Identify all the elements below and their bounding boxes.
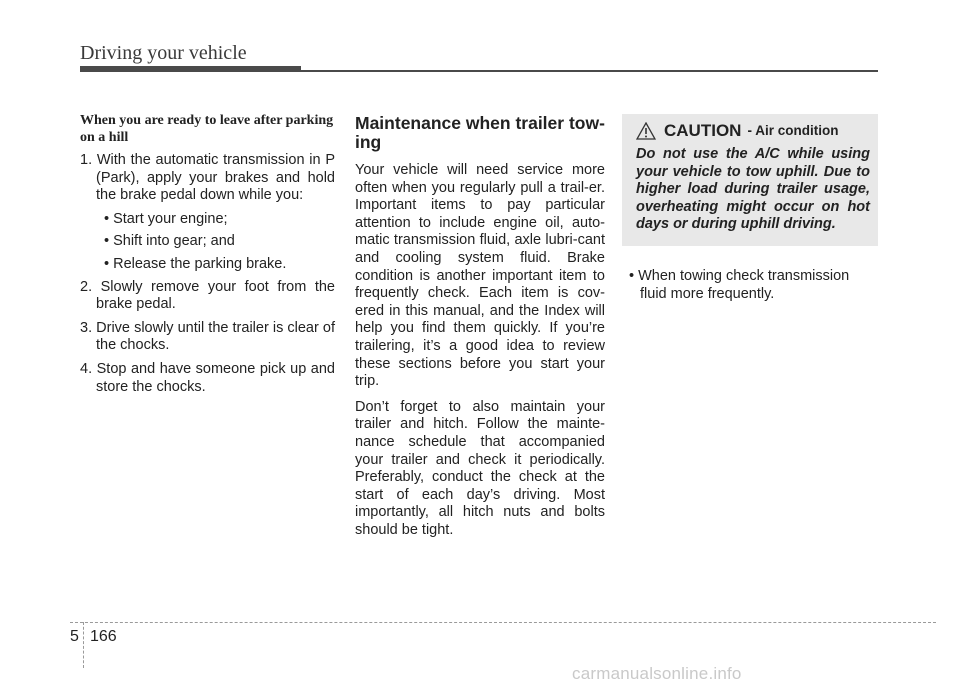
caution-body: Do not use the A/C while using your vehicle to tow uphill. Due to higher load during trailer usage, overheating might occur on hot days or during uphill driving.	[636, 146, 870, 233]
bullet-release-brake: • Release the parking brake.	[104, 255, 287, 272]
column-1	[80, 108, 335, 402]
caution-title: CAUTION	[664, 121, 742, 141]
step-4: 4. Stop and have someone pick up and store the chocks.	[80, 360, 335, 395]
transmission-fluid-bullet: • When towing check transmission fluid more frequently.	[629, 267, 850, 302]
step-2: 2. Slowly remove your foot from the brake pedal.	[80, 278, 335, 313]
warning-triangle-icon	[636, 122, 656, 140]
bullet-shift-gear: • Shift into gear; and	[104, 233, 235, 250]
caution-header	[636, 122, 870, 140]
column-2	[355, 108, 605, 547]
maintenance-section-title: Maintenance when trailer tow-ing	[355, 113, 605, 152]
step-1: 1. With the automatic transmission in P (Park), apply your brakes and hold the brake pedal down while you:	[80, 152, 335, 204]
footer-divider	[83, 622, 84, 668]
maintenance-paragraph-1: Your vehicle will need service more often when you regularly pull a trail-er. Important items to pay particular attention to include engine oil, auto-matic transmission fluid, axle lubri-cant and cooling system fluid. Brake condition is another important item to frequently check. Each item is cov-ered in this manual, and the Index will help you find them quickly. If you’re trailering, it’s a good idea to review these sections before you start your trip.	[355, 162, 605, 390]
footer-rule	[70, 622, 936, 623]
maintenance-paragraph-2: Don’t forget to also maintain your trailer and hitch. Follow the mainte-nance schedule that accompanied your trailer and check it periodically. Preferably, conduct the check at the start of each day’s driving. Most importantly, all hitch nuts and bolts should be tight.	[355, 398, 605, 538]
caution-subtitle: - Air condition	[747, 123, 839, 139]
hill-leave-subheading: When you are ready to leave after parking on a hill	[80, 113, 334, 145]
bullet-start-engine: • Start your engine;	[104, 210, 228, 227]
chapter-number: 5	[70, 628, 79, 645]
watermark: carmanualsonline.info	[572, 664, 742, 683]
page-header-title: Driving your vehicle	[80, 42, 247, 64]
step-3: 3. Drive slowly until the trailer is clear of the chocks.	[80, 319, 335, 354]
header-rule	[301, 70, 878, 72]
header-bar	[80, 66, 301, 72]
caution-box	[622, 114, 878, 246]
page-number: 166	[90, 628, 117, 645]
column-3	[622, 108, 878, 303]
